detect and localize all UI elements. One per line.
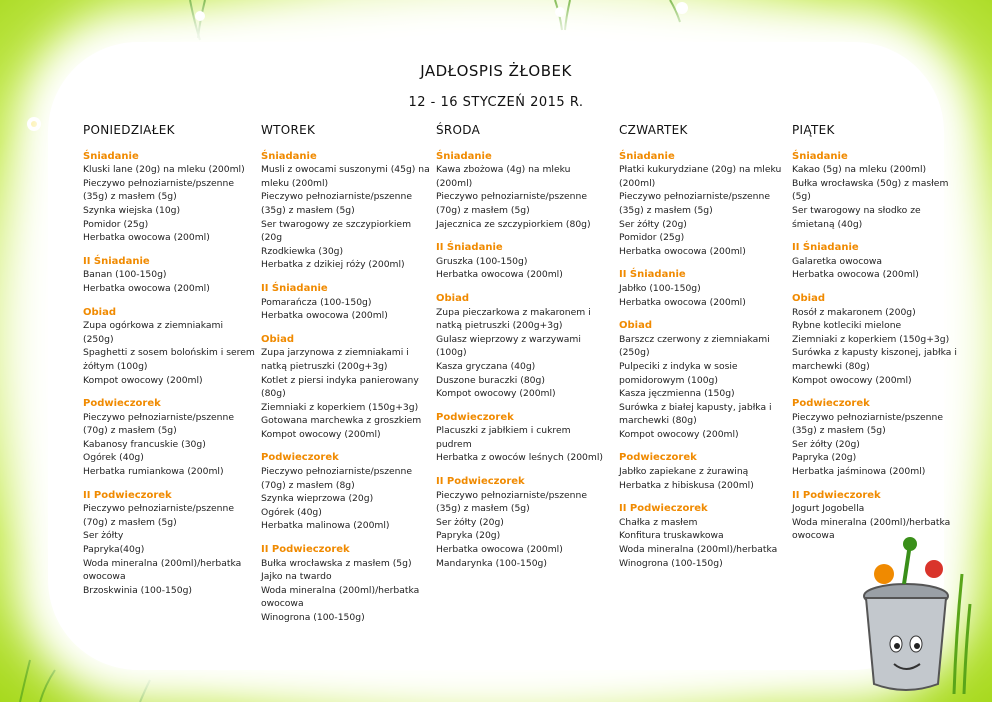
menu-item: Zupa pieczarkowa z makaronem i natką pietruszki (200g+3g)	[436, 306, 591, 332]
menu-item: Kompot owocowy (200ml)	[261, 428, 381, 440]
menu-item: Papryka (20g)	[436, 530, 501, 542]
menu-item: Pieczywo pełnoziarniste/pszenne (70g) z masłem (8g)	[261, 466, 412, 491]
menu-item: Chałka z masłem	[619, 516, 698, 528]
menu-item: Rybne kotleciki mielone	[792, 320, 902, 332]
menu-item: Pieczywo pełnoziarniste/pszenne (70g) z masłem (5g)	[83, 411, 234, 437]
menu-item: Ziemniaki z koperkiem (150g+3g)	[792, 333, 950, 345]
day-heading: PONIEDZIAŁEK	[83, 123, 175, 137]
day-heading: WTOREK	[261, 123, 316, 137]
meal-label: Śniadanie	[261, 150, 317, 162]
meal-label: Podwieczorek	[792, 398, 870, 410]
menu-item: Spaghetti z sosem bolońskim i serem żółtym (100g)	[83, 347, 255, 372]
menu-item: Musli z owocami suszonymi (45g) na mleku (200ml)	[261, 164, 430, 189]
menu-item: Kasza jęczmienna (150g)	[619, 388, 735, 400]
menu-item: Banan (100-150g)	[83, 269, 167, 281]
menu-item: Pieczywo pełnoziarniste/pszenne (35g) z masłem (5g)	[792, 411, 943, 437]
meal-label: Podwieczorek	[261, 452, 339, 464]
menu-item: Pomidor (25g)	[619, 232, 685, 244]
menu-item: Ser żółty (20g)	[619, 218, 687, 230]
day-heading: PIĄTEK	[792, 123, 835, 137]
meal-label: Śniadanie	[792, 150, 848, 162]
menu-item: Konfitura truskawkowa	[619, 530, 724, 542]
meal-label: Podwieczorek	[83, 398, 161, 410]
menu-item: Woda mineralna (200ml)/herbatka	[619, 544, 778, 556]
menu-item: Pulpeciki z indyka w sosie pomidorowym (100g)	[619, 360, 738, 386]
meal-label: II Podwieczorek	[792, 489, 881, 501]
menu-item: Surówka z białej kapusty, jabłka i marchewki (80g)	[619, 401, 772, 427]
meal-label: II Podwieczorek	[261, 544, 350, 556]
menu-item: Bułka wrocławska z masłem (5g)	[261, 557, 412, 569]
day-column	[619, 124, 791, 570]
meal-label: II Śniadanie	[261, 282, 328, 294]
menu-item: Herbatka owocowa (200ml)	[261, 310, 388, 322]
menu-item: Winogrona (100-150g)	[619, 557, 723, 569]
meal-label: Obiad	[261, 333, 294, 345]
day-heading: CZWARTEK	[619, 123, 688, 137]
menu-item: Woda mineralna (200ml)/herbatka owocowa	[261, 584, 420, 610]
menu-item: Jajecznica ze szczypiorkiem (80g)	[436, 218, 591, 230]
menu-item: Mandarynka (100-150g)	[436, 557, 547, 569]
menu-item: Herbatka owocowa (200ml)	[83, 232, 210, 244]
menu-item: Kompot owocowy (200ml)	[619, 428, 739, 440]
menu-item: Duszone buraczki (80g)	[436, 374, 545, 386]
day-heading: ŚRODA	[436, 123, 481, 137]
day-column	[261, 124, 433, 625]
menu-item: Papryka(40g)	[83, 544, 145, 556]
menu-item: Jajko na twardo	[261, 571, 332, 583]
cooking-pot-illustration	[844, 534, 974, 694]
menu-item: Ser twarogowy na słodko ze śmietaną (40g)	[792, 204, 921, 230]
meal-label: Podwieczorek	[619, 452, 697, 464]
menu-item: Pieczywo pełnoziarniste/pszenne (35g) z masłem (5g)	[619, 191, 770, 216]
meal-label: II Śniadanie	[619, 269, 686, 281]
menu-item: Kawa zbożowa (4g) na mleku (200ml)	[436, 164, 571, 189]
menu-item: Bułka wrocławska (50g) z masłem (5g)	[792, 177, 949, 203]
menu-item: Herbatka z hibiskusa (200ml)	[619, 479, 754, 491]
menu-item: Herbatka owocowa (200ml)	[792, 269, 919, 281]
menu-item: Pomarańcza (100-150g)	[261, 296, 372, 308]
menu-item: Ogórek (40g)	[261, 506, 322, 518]
menu-item: Ser twarogowy ze szczypiorkiem (20g	[261, 218, 412, 244]
menu-item: Zupa ogórkowa z ziemniakami (250g)	[83, 320, 224, 345]
menu-item: Jabłko (100-150g)	[619, 282, 701, 294]
meal-label: II Śniadanie	[792, 242, 859, 254]
menu-item: Ser żółty (20g)	[792, 438, 860, 450]
menu-item: Szynka wieprzowa (20g)	[261, 493, 374, 505]
meal-label: II Podwieczorek	[83, 489, 172, 501]
menu-item: Pieczywo pełnoziarniste/pszenne (35g) z masłem (5g)	[83, 177, 234, 203]
menu-item: Rosół z makaronem (200g)	[792, 306, 916, 318]
menu-item: Herbatka owocowa (200ml)	[436, 544, 563, 556]
day-column	[83, 124, 255, 597]
day-column	[436, 124, 608, 570]
menu-item: Herbatka z dzikiej róży (200ml)	[261, 259, 405, 271]
menu-item: Surówka z kapusty kiszonej, jabłka i marchewki (80g)	[792, 347, 957, 372]
meal-label: II Podwieczorek	[619, 503, 708, 515]
menu-item: Pieczywo pełnoziarniste/pszenne (35g) z masłem (5g)	[436, 489, 587, 515]
menu-item: Barszcz czerwony z ziemniakami (250g)	[619, 333, 770, 359]
meal-label: Śniadanie	[436, 150, 492, 162]
meal-label: II Podwieczorek	[436, 476, 525, 488]
menu-item: Jabłko zapiekane z żurawiną	[619, 466, 749, 478]
menu-item: Kotlet z piersi indyka panierowany (80g)	[261, 374, 419, 400]
menu-item: Rzodkiewka (30g)	[261, 245, 344, 257]
menu-item: Zupa jarzynowa z ziemniakami i natką pietruszki (200g+3g)	[261, 347, 409, 372]
page-title: JADŁOSPIS ŻŁOBEK	[420, 62, 572, 80]
menu-item: Pieczywo pełnoziarniste/pszenne (70g) z masłem (5g)	[436, 191, 587, 216]
menu-item: Galaretka owocowa	[792, 255, 883, 267]
meal-label: II Śniadanie	[83, 255, 150, 267]
menu-item: Kakao (5g) na mleku (200ml)	[792, 164, 927, 176]
menu-item: Kompot owocowy (200ml)	[436, 388, 556, 400]
menu-item: Kluski lane (20g) na mleku (200ml)	[83, 164, 245, 176]
menu-item: Papryka (20g)	[792, 452, 857, 464]
menu-item: Herbatka owocowa (200ml)	[436, 269, 563, 281]
menu-item: Woda mineralna (200ml)/herbatka owocowa	[83, 557, 242, 583]
menu-item: Ziemniaki z koperkiem (150g+3g)	[261, 401, 419, 413]
menu-item: Herbatka owocowa (200ml)	[619, 296, 746, 308]
meal-label: Obiad	[792, 292, 825, 304]
menu-item: Kabanosy francuskie (30g)	[83, 438, 206, 450]
menu-item: Herbatka rumiankowa (200ml)	[83, 466, 224, 478]
menu-item: Herbatka owocowa (200ml)	[619, 245, 746, 257]
menu-item: Ser żółty	[83, 530, 124, 542]
meal-label: Śniadanie	[83, 150, 139, 162]
menu-item: Pieczywo pełnoziarniste/pszenne (35g) z masłem (5g)	[261, 191, 412, 216]
menu-item: Herbatka jaśminowa (200ml)	[792, 466, 926, 478]
meal-label: II Śniadanie	[436, 242, 503, 254]
day-column	[792, 124, 964, 543]
menu-item: Ser żółty (20g)	[436, 516, 504, 528]
meal-label: Podwieczorek	[436, 411, 514, 423]
menu-item: Herbatka owocowa (200ml)	[83, 282, 210, 294]
menu-item: Brzoskwinia (100-150g)	[83, 584, 193, 596]
menu-item: Ogórek (40g)	[83, 452, 144, 464]
menu-item: Woda mineralna (200ml)/herbatka owocowa	[792, 516, 951, 542]
meal-label: Obiad	[619, 320, 652, 332]
menu-item: Pomidor (25g)	[83, 218, 149, 230]
menu-item: Gulasz wieprzowy z warzywami (100g)	[436, 333, 581, 359]
menu-item: Szynka wiejska (10g)	[83, 204, 181, 216]
menu-item: Kompot owocowy (200ml)	[792, 374, 912, 386]
menu-item: Płatki kukurydziane (20g) na mleku (200ml)	[619, 164, 782, 189]
menu-item: Herbatka malinowa (200ml)	[261, 520, 390, 532]
menu-item: Winogrona (100-150g)	[261, 612, 365, 623]
menu-item: Herbatka z owoców leśnych (200ml)	[436, 452, 603, 464]
menu-item: Gotowana marchewka z groszkiem	[261, 415, 422, 427]
menu-item: Kompot owocowy (200ml)	[83, 374, 203, 386]
meal-label: Śniadanie	[619, 150, 675, 162]
menu-item: Pieczywo pełnoziarniste/pszenne (70g) z masłem (5g)	[83, 503, 234, 528]
menu-item: Gruszka (100-150g)	[436, 255, 528, 267]
menu-item: Jogurt Jogobella	[792, 503, 865, 515]
menu-item: Placuszki z jabłkiem i cukrem pudrem	[436, 425, 571, 450]
meal-label: Obiad	[436, 292, 469, 304]
date-range: 12 - 16 STYCZEŃ 2015 R.	[408, 95, 584, 110]
meal-label: Obiad	[83, 306, 116, 318]
menu-item: Kasza gryczana (40g)	[436, 360, 536, 372]
